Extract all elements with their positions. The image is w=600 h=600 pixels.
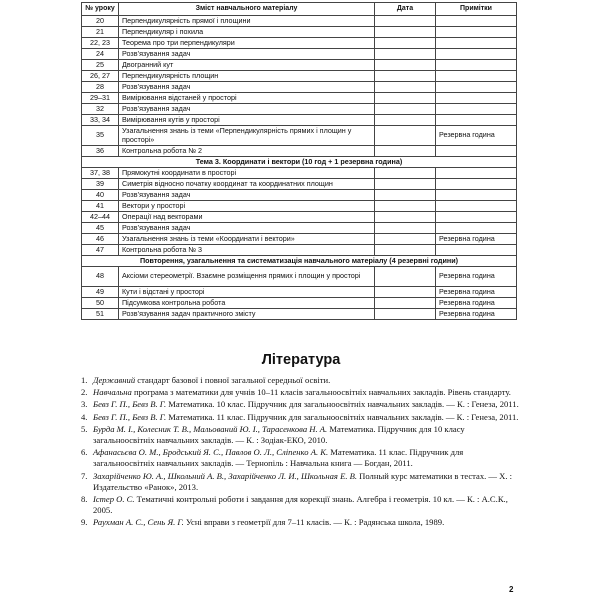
lesson-number-cell: 25 bbox=[82, 60, 119, 71]
table-row bbox=[82, 201, 517, 212]
lesson-number-cell: 50 bbox=[82, 298, 119, 309]
table-row bbox=[82, 60, 517, 71]
table-row bbox=[82, 82, 517, 93]
content-cell: Контрольна робота № 3 bbox=[119, 245, 375, 256]
note-cell: Резервна година bbox=[436, 287, 517, 298]
date-cell bbox=[375, 82, 436, 93]
literature-item bbox=[81, 424, 521, 446]
note-cell bbox=[436, 245, 517, 256]
note-cell bbox=[436, 71, 517, 82]
date-cell bbox=[375, 309, 436, 320]
lesson-number-cell: 42–44 bbox=[82, 212, 119, 223]
literature-item-author: Бевз Г. П., Бевз В. Г. bbox=[93, 399, 167, 410]
literature-item bbox=[81, 517, 521, 528]
literature-item-text bbox=[93, 412, 521, 423]
section-row bbox=[82, 157, 517, 168]
date-cell bbox=[375, 60, 436, 71]
literature-item-number: 2. bbox=[81, 387, 88, 398]
note-cell bbox=[436, 60, 517, 71]
note-cell bbox=[436, 82, 517, 93]
content-cell: Двогранний кут bbox=[119, 60, 375, 71]
lesson-number-cell: 48 bbox=[82, 267, 119, 287]
literature-item-text bbox=[93, 517, 521, 528]
note-cell bbox=[436, 168, 517, 179]
content-cell: Розв’язування задач bbox=[119, 104, 375, 115]
date-cell bbox=[375, 27, 436, 38]
content-cell: Перпендикулярність площин bbox=[119, 71, 375, 82]
content-cell: Розв’язування задач bbox=[119, 190, 375, 201]
lesson-number-cell: 21 bbox=[82, 27, 119, 38]
page-number: 2 bbox=[509, 585, 514, 594]
table-row bbox=[82, 115, 517, 126]
literature-item-author: Бевз Г. П., Бевз В. Г. bbox=[93, 411, 167, 422]
literature-item-author: Державний bbox=[93, 375, 136, 385]
table-row bbox=[82, 190, 517, 201]
table-row bbox=[82, 267, 517, 287]
literature-list bbox=[81, 375, 521, 529]
section-title: Повторення, узагальнення та систематизація навчального матеріалу (4 резервні години) bbox=[82, 256, 517, 267]
lesson-number-cell: 39 bbox=[82, 179, 119, 190]
lesson-number-cell: 51 bbox=[82, 309, 119, 320]
table-body bbox=[82, 16, 517, 320]
literature-item-number: 3. bbox=[81, 399, 88, 410]
literature-item bbox=[81, 399, 521, 410]
content-cell: Перпендикулярність прямої і площини bbox=[119, 16, 375, 27]
table-row bbox=[82, 287, 517, 298]
lesson-number-cell: 29–31 bbox=[82, 93, 119, 104]
lesson-number-cell: 45 bbox=[82, 223, 119, 234]
table-row bbox=[82, 298, 517, 309]
literature-item-details: Математика. 10 клас. Підручник для загальноосвітніх навчальних закладів. — К. : Генеза, 2011. bbox=[166, 399, 519, 410]
note-cell bbox=[436, 179, 517, 190]
content-cell: Аксіоми стереометрії. Взаємне розміщення прямих і площин у просторі bbox=[119, 267, 375, 287]
content-cell: Розв’язування задач bbox=[119, 223, 375, 234]
lesson-number-cell: 28 bbox=[82, 82, 119, 93]
literature-item-number: 5. bbox=[81, 423, 88, 434]
table-row bbox=[82, 245, 517, 256]
date-cell bbox=[375, 93, 436, 104]
literature-item-author: Навчальна bbox=[93, 387, 132, 398]
note-cell bbox=[436, 201, 517, 212]
literature-item bbox=[81, 447, 521, 469]
literature-item-text bbox=[93, 399, 521, 410]
literature-item-details: програма з математики для учнів 10–11 класів загальноосвітніх навчальних закладів. Рівень стандарту. bbox=[131, 387, 511, 398]
date-cell bbox=[375, 267, 436, 287]
table-row bbox=[82, 49, 517, 60]
note-cell bbox=[436, 104, 517, 115]
literature-item-details: Математика. 11 клас. Підручник для загальноосвітніх навчальних закладів. — Тернопіль : Навчальна книга — Богдан, 2011. bbox=[93, 447, 464, 469]
literature-item-details: Полный курс математики в тестах. — Х. : Издательство «Ранок», 2013. bbox=[93, 470, 513, 492]
content-cell: Вимірювання кутів у просторі bbox=[119, 115, 375, 126]
content-cell: Розв’язування задач практичного змісту bbox=[119, 309, 375, 320]
content-cell: Теорема про три перпендикуляри bbox=[119, 38, 375, 49]
content-cell: Кути і відстані у просторі bbox=[119, 287, 375, 298]
note-cell: Резервна година bbox=[436, 126, 517, 146]
date-cell bbox=[375, 104, 436, 115]
date-cell bbox=[375, 190, 436, 201]
table-row bbox=[82, 234, 517, 245]
date-cell bbox=[375, 115, 436, 126]
lesson-number-cell: 24 bbox=[82, 49, 119, 60]
table-row bbox=[82, 212, 517, 223]
date-cell bbox=[375, 234, 436, 245]
literature-item bbox=[81, 387, 521, 398]
note-cell bbox=[436, 16, 517, 27]
lesson-number-cell: 33, 34 bbox=[82, 115, 119, 126]
content-cell: Вектори у просторі bbox=[119, 201, 375, 212]
literature-item-details: Математика. 11 клас. Підручник для загальноосвітніх навчальних закладів. — К. : Генеза, 2011. bbox=[166, 411, 519, 422]
literature-item-text bbox=[93, 375, 521, 386]
content-cell: Операції над векторами bbox=[119, 212, 375, 223]
note-cell: Резервна година bbox=[436, 309, 517, 320]
header-content: Зміст навчального матеріалу bbox=[119, 3, 375, 16]
date-cell bbox=[375, 168, 436, 179]
date-cell bbox=[375, 179, 436, 190]
content-cell: Підсумкова контрольна робота bbox=[119, 298, 375, 309]
lesson-plan-table bbox=[81, 2, 517, 320]
literature-item-author: Захарійченко Ю. А., Школьний А. В., Захарійченко Л. И., Школьная Е. В. bbox=[93, 470, 358, 481]
section-row bbox=[82, 256, 517, 267]
lesson-number-cell: 41 bbox=[82, 201, 119, 212]
content-cell: Узагальнення знань із теми «Координати і вектори» bbox=[119, 234, 375, 245]
table-row bbox=[82, 309, 517, 320]
date-cell bbox=[375, 146, 436, 157]
table-row bbox=[82, 93, 517, 104]
literature-item-details: Усні вправи з геометрії для 7–11 класів. — К. : Радянська школа, 1989. bbox=[183, 517, 445, 528]
content-cell: Перпендикуляр і похила bbox=[119, 27, 375, 38]
content-cell: Прямокутні координати в просторі bbox=[119, 168, 375, 179]
content-cell: Розв’язування задач bbox=[119, 49, 375, 60]
note-cell bbox=[436, 49, 517, 60]
table-row bbox=[82, 38, 517, 49]
content-cell: Розв’язування задач bbox=[119, 82, 375, 93]
literature-item-number: 6. bbox=[81, 447, 88, 458]
literature-item-author: Істер О. С. bbox=[93, 494, 135, 505]
date-cell bbox=[375, 287, 436, 298]
date-cell bbox=[375, 245, 436, 256]
header-lesson-number: № уроку bbox=[82, 3, 119, 16]
note-cell bbox=[436, 190, 517, 201]
lesson-number-cell: 37, 38 bbox=[82, 168, 119, 179]
lesson-number-cell: 20 bbox=[82, 16, 119, 27]
date-cell bbox=[375, 71, 436, 82]
lesson-number-cell: 36 bbox=[82, 146, 119, 157]
note-cell bbox=[436, 115, 517, 126]
note-cell: Резервна година bbox=[436, 298, 517, 309]
table-row bbox=[82, 126, 517, 146]
literature-item-number: 4. bbox=[81, 411, 88, 422]
note-cell: Резервна година bbox=[436, 234, 517, 245]
literature-item-text bbox=[93, 387, 521, 398]
section-title: Тема 3. Координати і вектори (10 год + 1 резервна година) bbox=[82, 157, 517, 168]
table-row bbox=[82, 223, 517, 234]
lesson-number-cell: 26, 27 bbox=[82, 71, 119, 82]
content-cell: Узагальнення знань із теми «Перпендикулярність прямих і площин у просторі» bbox=[119, 126, 375, 146]
literature-item-text bbox=[93, 494, 521, 516]
literature-item-text bbox=[93, 447, 521, 469]
literature-item bbox=[81, 412, 521, 423]
content-cell: Контрольна робота № 2 bbox=[119, 146, 375, 157]
date-cell bbox=[375, 212, 436, 223]
literature-item-author: Раухман А. С., Сень Я. Г. bbox=[93, 517, 184, 528]
lesson-number-cell: 22, 23 bbox=[82, 38, 119, 49]
table-row bbox=[82, 104, 517, 115]
note-cell bbox=[436, 38, 517, 49]
literature-item-details: Математика. Підручник для 10 класу загальноосвітніх навчальних закладів. — К. : Зодіак-ЕКО, 2010. bbox=[93, 423, 465, 446]
header-notes: Примітки bbox=[436, 3, 517, 16]
note-cell bbox=[436, 223, 517, 234]
lesson-number-cell: 46 bbox=[82, 234, 119, 245]
table-header-row bbox=[82, 3, 517, 16]
table-row bbox=[82, 71, 517, 82]
date-cell bbox=[375, 223, 436, 234]
literature-item-author: Афанасьєва О. М., Бродський Я. С., Павлов О. Л., Сліпенко А. К. bbox=[93, 447, 329, 458]
literature-item-text bbox=[93, 424, 521, 446]
table-row bbox=[82, 168, 517, 179]
literature-item-text bbox=[93, 471, 521, 493]
note-cell bbox=[436, 93, 517, 104]
table-row bbox=[82, 146, 517, 157]
header-date: Дата bbox=[375, 3, 436, 16]
literature-item-details: Тематичні контрольні роботи і завдання для корекції знань. Алгебра і геометрія. 10 кл. — К. : А.С.К., 2005. bbox=[93, 494, 508, 516]
date-cell bbox=[375, 49, 436, 60]
literature-item-number: 8. bbox=[81, 494, 88, 505]
literature-section bbox=[81, 352, 521, 530]
table-row bbox=[82, 179, 517, 190]
note-cell bbox=[436, 27, 517, 38]
literature-item-number: 9. bbox=[81, 517, 88, 528]
content-cell: Вимірювання відстаней у просторі bbox=[119, 93, 375, 104]
lesson-number-cell: 35 bbox=[82, 126, 119, 146]
literature-item bbox=[81, 471, 521, 493]
date-cell bbox=[375, 16, 436, 27]
literature-item-number: 7. bbox=[81, 470, 88, 481]
literature-item-details: стандарт базової і повної загальної середньої освіти. bbox=[135, 375, 331, 385]
lesson-number-cell: 49 bbox=[82, 287, 119, 298]
date-cell bbox=[375, 38, 436, 49]
literature-item-number: 1. bbox=[81, 375, 88, 385]
date-cell bbox=[375, 126, 436, 146]
date-cell bbox=[375, 201, 436, 212]
date-cell bbox=[375, 298, 436, 309]
literature-item bbox=[81, 375, 521, 386]
note-cell bbox=[436, 146, 517, 157]
lesson-number-cell: 47 bbox=[82, 245, 119, 256]
lesson-number-cell: 32 bbox=[82, 104, 119, 115]
literature-item-author: Бурда М. І., Колесник Т. В., Мальований Ю. І., Тарасенкова Н. А. bbox=[93, 423, 328, 434]
content-cell: Симетрія відносно початку координат та координатних площин bbox=[119, 179, 375, 190]
note-cell: Резервна година bbox=[436, 267, 517, 287]
table-row bbox=[82, 27, 517, 38]
lesson-number-cell: 40 bbox=[82, 190, 119, 201]
literature-item bbox=[81, 494, 521, 516]
table-row bbox=[82, 16, 517, 27]
literature-title: Література bbox=[261, 352, 341, 368]
note-cell bbox=[436, 212, 517, 223]
